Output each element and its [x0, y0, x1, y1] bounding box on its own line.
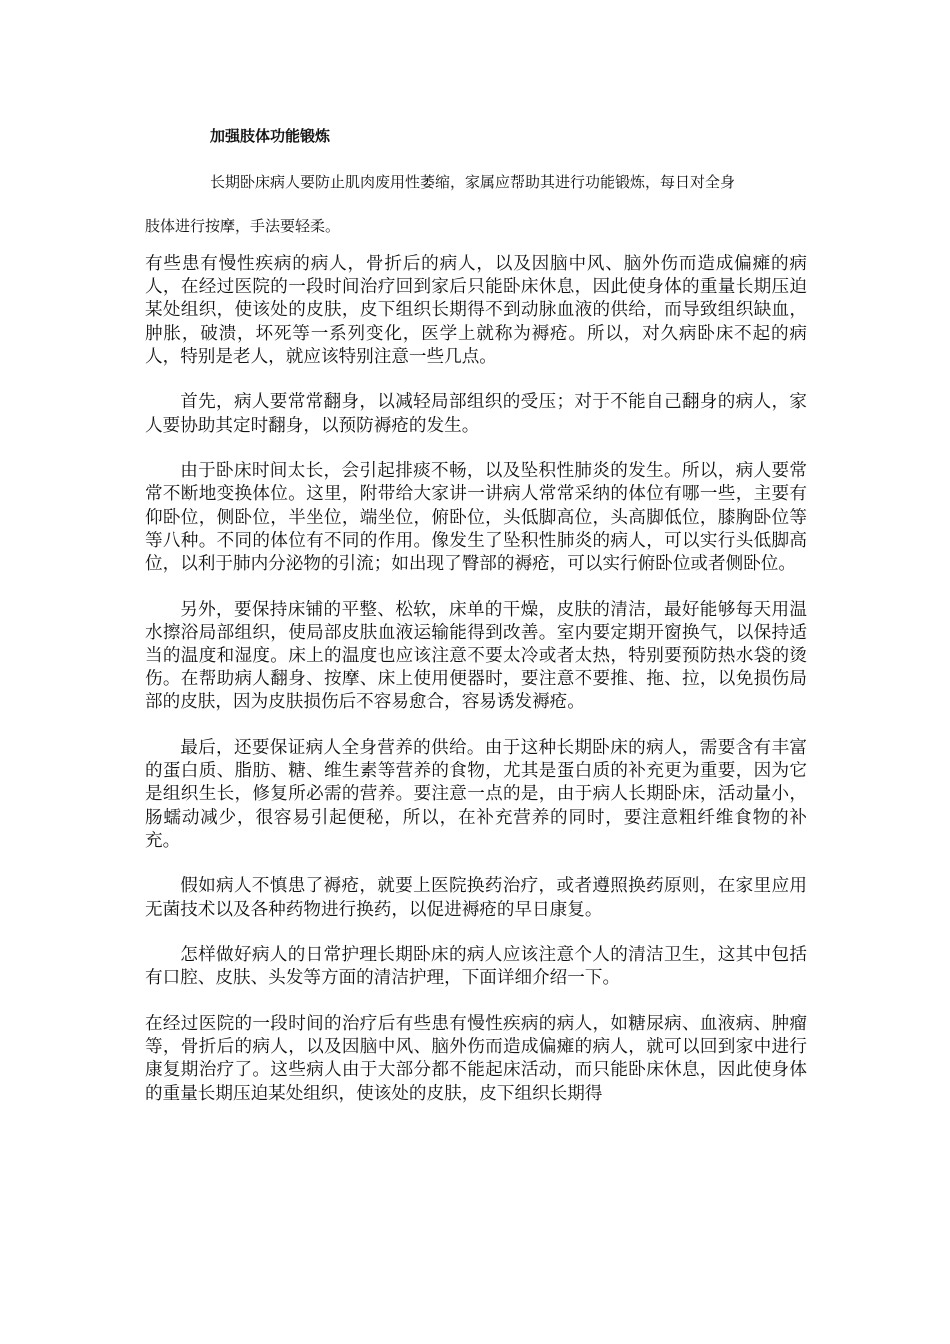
paragraph-pressure-sores: 有些患有慢性疾病的病人，骨折后的病人，以及因脑中风、脑外伤而造成偏瘫的病人，在经过医院的一段时间治疗回到家后只能卧床休息，因此使身体的重量长期压迫某处组织，使该处的皮肤，皮下组织长期得不到动脉血液的供给，而导致组织缺血，肿胀，破溃，坏死等一系列变化，医学上就称为褥疮。所以，对久病卧床不起的病人，特别是老人，就应该特别注意一些几点。 [145, 254, 807, 367]
paragraph-treatment: 假如病人不慎患了褥疮，就要上医院换药治疗，或者遵照换药原则，在家里应用无菌技术以及各种药物进行换药，以促进褥疮的早日康复。 [145, 876, 807, 920]
paragraph-daily-care: 怎样做好病人的日常护理长期卧床的病人应该注意个人的清洁卫生，这其中包括有口腔、皮肤、头发等方面的清洁护理，下面详细介绍一下。 [145, 945, 807, 989]
paragraph-home-recovery: 在经过医院的一段时间的治疗后有些患有慢性疾病的病人，如糖尿病、血液病、肿瘤等，骨折后的病人，以及因脑中风、脑外伤而造成偏瘫的病人，就可以回到家中进行康复期治疗了。这些病人由于大部分都不能起床活动，而只能卧床休息，因此使身体的重量长期压迫某处组织，使该处的皮肤，皮下组织长期得 [145, 1014, 807, 1104]
paragraph-body-positions: 由于卧床时间太长，会引起排痰不畅，以及坠积性肺炎的发生。所以，病人要常常不断地变换体位。这里，附带给大家讲一讲病人常常采纳的体位有哪一些，主要有仰卧位，侧卧位，半坐位，端坐位，俯卧位，头低脚高位，头高脚低位，膝胸卧位等等八种。不同的体位有不同的作用。像发生了坠积性肺炎的病人，可以实行头低脚高位，以利于肺内分泌物的引流；如出现了臀部的褥疮，可以实行俯卧位或者侧卧位。 [145, 461, 807, 575]
intro-line-2: 肢体进行按摩，手法要轻柔。 [145, 217, 341, 235]
paragraph-turning: 首先，病人要常常翻身，以减轻局部组织的受压；对于不能自己翻身的病人，家人要协助其定时翻身，以预防褥疮的发生。 [145, 392, 807, 436]
intro-line-1: 长期卧床病人要防止肌肉废用性萎缩，家属应帮助其进行功能锻炼，每日对全身 [210, 173, 736, 191]
section-heading: 加强肢体功能锻炼 [210, 127, 331, 145]
paragraph-nutrition: 最后，还要保证病人全身营养的供给。由于这种长期卧床的病人，需要含有丰富的蛋白质、脂肪、糖、维生素等营养的食物，尤其是蛋白质的补充更为重要，因为它是组织生长，修复所必需的营养。要注意一点的是，由于病人长期卧床，活动量小，肠蠕动减少，很容易引起便秘，所以，在补充营养的同时，要注意粗纤维食物的补充。 [145, 738, 807, 851]
paragraph-bedding-hygiene: 另外，要保持床铺的平整、松软，床单的干燥，皮肤的清洁，最好能够每天用温水擦浴局部组织，使局部皮肤血液运输能得到改善。室内要定期开窗换气，以保持适当的温度和湿度。床上的温度也应该注意不要太冷或者太热，特别要预防热水袋的烫伤。在帮助病人翻身、按摩、床上使用便器时，要注意不要推、拖、拉，以免损伤局部的皮肤，因为皮肤损伤后不容易愈合，容易诱发褥疮。 [145, 599, 807, 713]
article-body [145, 253, 807, 1128]
